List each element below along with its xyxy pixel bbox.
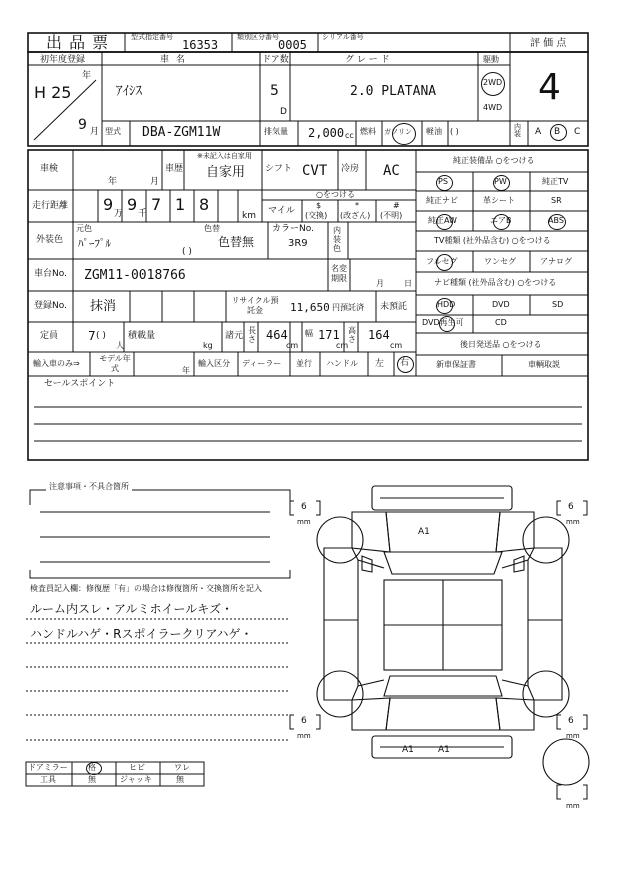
mileage-mark-note: ○をつける	[316, 190, 355, 199]
cooler-value: AC	[383, 163, 400, 179]
color-no-label: カラーNo.	[272, 224, 314, 234]
displacement-label: 排気量	[264, 127, 288, 136]
import-label: 輸入車のみ⇒	[33, 359, 80, 368]
table-cell-jack-value: 無	[176, 775, 184, 784]
navi-cd: CD	[495, 318, 507, 327]
tire-fr-mm: mm	[566, 518, 580, 526]
equip-pw: PW	[494, 177, 507, 186]
equip-abs: ABS	[548, 216, 564, 225]
mileage-tampered: (改ざん)	[340, 211, 371, 220]
history-value: 自家用	[206, 165, 246, 180]
doors-value: 5	[270, 83, 279, 99]
name-change-day: 日	[404, 279, 412, 288]
table-cell-jack: ジャッキ	[120, 775, 152, 784]
grade-label: グ レ ー ド	[345, 55, 390, 65]
grade-point-value: 4	[538, 67, 561, 108]
mileage-digit-1: 9	[103, 195, 114, 214]
class-no-label: 類別区分番号	[237, 33, 279, 41]
interior-b: B	[554, 127, 561, 137]
tire-fl-depth: 6	[301, 502, 307, 512]
post-manual: 車輌取説	[528, 360, 560, 369]
height-label: 高さ	[348, 326, 356, 344]
tv-analog: アナログ	[540, 257, 572, 266]
mileage-digit-5: 8	[199, 195, 210, 214]
post-warranty: 新車保証書	[436, 360, 476, 369]
door-type-value: D	[280, 107, 287, 117]
navi-dvd-play: DVD再生可	[422, 318, 464, 327]
capacity-label: 定員	[40, 331, 59, 341]
tire-rl-mm: mm	[297, 732, 311, 740]
reg-value: 抹消	[90, 299, 117, 314]
interior-c: C	[574, 127, 581, 137]
history-note: ※未記入は自家用	[197, 152, 252, 160]
color-no-value: 3R9	[288, 238, 308, 249]
length-unit: cm	[286, 341, 299, 350]
mileage-star: *	[355, 201, 359, 210]
first-reg-year-unit: 年	[82, 71, 92, 81]
inspector-label: 検査員記入欄：修復歴「有」の場合は修復箇所・交換箇所を記入	[30, 584, 262, 593]
doors-label: ドア数	[262, 55, 289, 65]
recycle-unpaid: 未預託	[380, 302, 408, 312]
serial-label: シリアル番号	[322, 33, 364, 41]
equip-aw: 純正AW	[428, 216, 457, 225]
mileage-sen: 千	[138, 209, 148, 219]
genuine-label: 純正装備品 ○をつける	[453, 156, 535, 165]
load-unit: kg	[203, 341, 213, 350]
vin-label: 車台No.	[34, 269, 67, 279]
model-year-label: モデル年式	[99, 354, 131, 373]
first-reg-month-unit: 月	[90, 127, 100, 137]
mileage-km: km	[242, 211, 256, 221]
equip-navi: 純正ナビ	[426, 196, 458, 205]
mileage-digit-2: 9	[127, 195, 138, 214]
table-cell-tools-value: 無	[88, 775, 96, 784]
mileage-unknown: (不明)	[380, 211, 403, 220]
color-change-paren: ( )	[182, 247, 192, 257]
shift-value: CVT	[302, 163, 328, 179]
navi-type-label: ナビ種類 (社外品含む) ○をつける	[434, 278, 557, 287]
import-type-label: 輸入区分	[198, 359, 230, 368]
damage-mark-rear-2: A1	[438, 745, 450, 755]
type-no-value: 16353	[182, 38, 219, 52]
width-value: 171	[318, 328, 340, 342]
mileage-sharp: #	[393, 201, 400, 210]
drive-label: 駆動	[483, 55, 499, 64]
displacement-unit: cc	[345, 131, 354, 140]
caution-label: 注意事項・不具合箇所	[46, 483, 132, 491]
width-unit: cm	[336, 341, 349, 350]
mileage-mile: マイル	[268, 206, 295, 216]
table-header-grade: 格	[88, 763, 96, 772]
damage-mark-front: A1	[418, 527, 430, 537]
handle-left: 左	[375, 359, 385, 369]
equip-leather: 革シート	[483, 196, 515, 205]
height-value: 164	[368, 328, 390, 342]
mileage-man: 万	[114, 209, 124, 219]
navi-sd: SD	[552, 300, 564, 309]
grade-point-label: 評 価 点	[530, 38, 567, 49]
height-unit: cm	[390, 341, 403, 350]
name-change-label: 名変期限	[331, 264, 347, 283]
table-cell-tools: 工具	[40, 775, 56, 784]
load-label: 積載量	[128, 331, 156, 341]
equip-sr: SR	[551, 196, 562, 205]
sheet-title: 出 品 票	[46, 33, 110, 52]
post-label: 後日発送品 ○をつける	[460, 340, 542, 349]
navi-dvd: DVD	[492, 300, 510, 309]
first-reg-era: H 25	[34, 83, 72, 102]
displacement-value: 2,000	[308, 126, 345, 140]
tire-fl-mm: mm	[297, 518, 311, 526]
recycle-label: リサイクル預託金	[231, 296, 279, 315]
tire-rl-depth: 6	[301, 716, 307, 726]
table-header-break: ワレ	[174, 763, 190, 772]
damage-mark-rear-1: A1	[402, 745, 414, 755]
color-change-value: 色替無	[218, 235, 255, 249]
car-name-label: 車 名	[160, 55, 187, 65]
tire-spare-mm: mm	[566, 802, 580, 810]
navi-hdd: HDD	[437, 300, 456, 309]
shift-label: シフト	[265, 164, 293, 174]
first-reg-month: 9	[78, 117, 87, 133]
interior-color-label: 内装色	[333, 226, 341, 253]
tv-fullseg: フルセグ	[426, 257, 458, 266]
vin-value: ZGM11-0018766	[84, 268, 186, 283]
mileage-dollar: $	[316, 201, 322, 210]
tv-type-label: TV種類 (社外品含む) ○をつける	[434, 236, 551, 245]
fuel-label: 燃料	[360, 127, 376, 136]
shaken-label: 車検	[40, 164, 59, 174]
grade-value: 2.0 PLATANA	[350, 84, 437, 99]
interior-label: 内装	[514, 123, 521, 138]
import-parallel: 並行	[296, 359, 312, 368]
dims-label: 諸元	[225, 331, 244, 341]
sales-point-label: セールスポイント	[44, 379, 116, 389]
equip-tv: 純正TV	[542, 177, 569, 186]
handle-label: ハンドル	[326, 359, 358, 368]
tire-rr-depth: 6	[568, 716, 574, 726]
capacity-value: 7	[88, 329, 96, 343]
tv-oneseg: ワンセグ	[484, 257, 516, 266]
capacity-unit: 人	[116, 341, 124, 350]
table-header-mirror: ドアミラー	[28, 763, 68, 772]
car-name-value: ｱｲｼｽ	[116, 84, 142, 99]
cooler-label: 冷房	[341, 164, 360, 174]
import-dealer: ディーラー	[242, 359, 282, 368]
equip-airbag: エアB	[490, 216, 512, 225]
fuel-diesel: 軽油	[426, 127, 442, 136]
length-label: 長さ	[248, 326, 256, 344]
orig-color-value: ﾊﾟｰﾌﾟﾙ	[78, 237, 111, 250]
model-value: DBA-ZGM11W	[142, 125, 221, 140]
reg-label: 登録No.	[34, 301, 67, 311]
fuel-gas: ガソリン	[384, 128, 412, 136]
table-header-crack: ヒビ	[129, 763, 145, 772]
name-change-month: 月	[376, 279, 384, 288]
type-no-label: 型式指定番号	[131, 33, 173, 41]
tire-rr-mm: mm	[566, 732, 580, 740]
mileage-label: 走行距離	[32, 201, 69, 211]
shaken-year-unit: 年	[108, 177, 118, 187]
fuel-other: ( )	[450, 127, 459, 136]
mileage-digit-3: 7	[151, 195, 162, 214]
drive-2wd: 2WD	[483, 78, 503, 87]
inspector-line-1: ルーム内スレ・アルミホイールキズ・	[30, 602, 234, 616]
length-value: 464	[266, 328, 288, 342]
mileage-exchange: (交換)	[305, 211, 328, 220]
recycle-unit: 円預託済	[332, 303, 364, 312]
history-label: 車歴	[165, 164, 184, 174]
recycle-value: 11,650	[290, 301, 330, 314]
color-label: 外装色	[36, 235, 64, 245]
capacity-paren: ( )	[96, 331, 106, 341]
width-label: 幅	[305, 329, 313, 338]
equip-ps: PS	[438, 177, 448, 186]
mileage-digit-4: 1	[175, 195, 186, 214]
inspector-line-2: ハンドルハゲ・Rスポイラークリアハゲ・	[30, 627, 253, 641]
model-year-unit: 年	[182, 366, 190, 375]
model-label: 型式	[105, 127, 121, 136]
color-change-label: 色替	[204, 224, 220, 233]
tire-fr-depth: 6	[568, 502, 574, 512]
shaken-month-unit: 月	[150, 177, 160, 187]
first-reg-label: 初年度登録	[40, 55, 86, 65]
handle-right: 右	[400, 358, 410, 368]
interior-a: A	[535, 127, 542, 137]
drive-4wd: 4WD	[483, 103, 503, 112]
orig-color-label: 元色	[76, 224, 92, 233]
class-no-value: 0005	[278, 38, 307, 52]
